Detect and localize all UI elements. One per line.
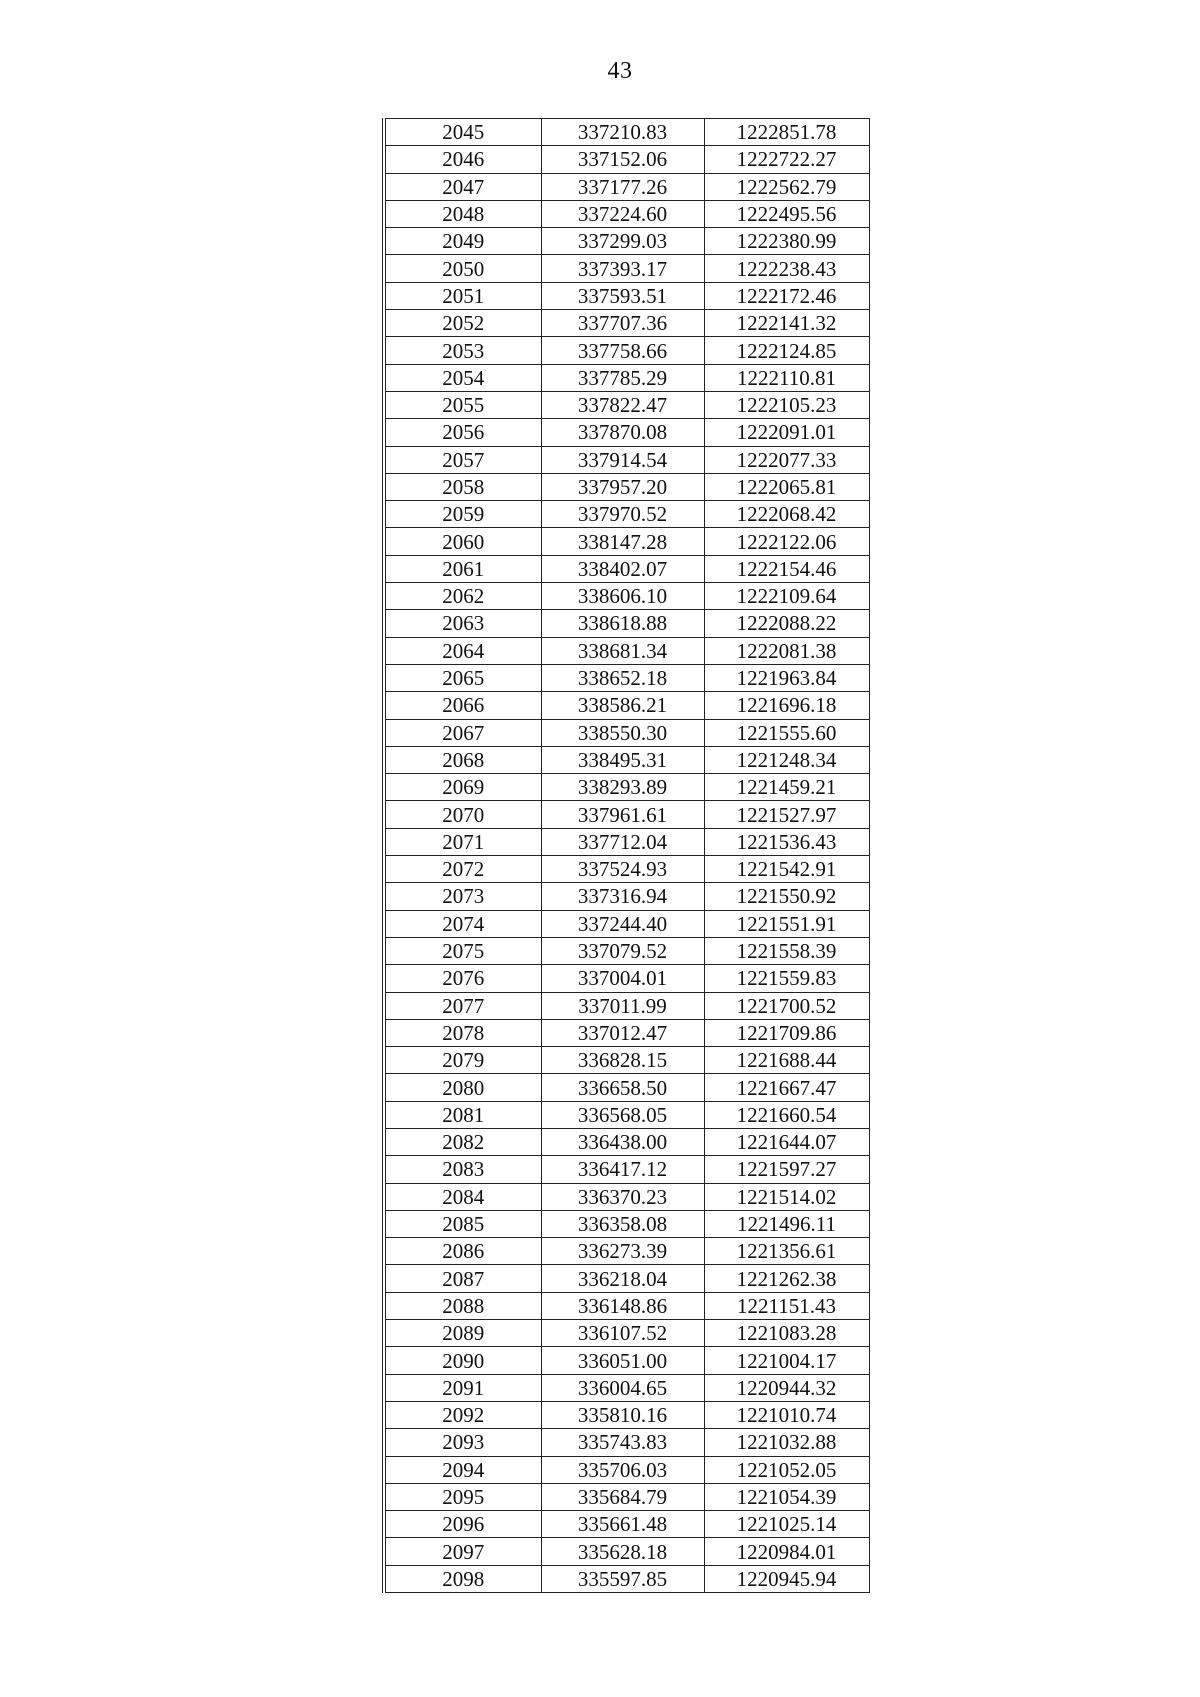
x-coordinate-cell: 336148.86 <box>541 1292 704 1319</box>
point-number-cell: 2048 <box>384 200 541 227</box>
x-coordinate-cell: 337593.51 <box>541 282 704 309</box>
x-coordinate-cell: 337970.52 <box>541 501 704 528</box>
x-coordinate-cell: 335628.18 <box>541 1538 704 1565</box>
table-row <box>384 1183 869 1210</box>
table-row <box>384 528 869 555</box>
y-coordinate-cell: 1221054.39 <box>704 1483 869 1510</box>
x-coordinate-cell: 337870.08 <box>541 419 704 446</box>
coordinates-table-body <box>384 119 869 1593</box>
point-number-cell: 2081 <box>384 1101 541 1128</box>
point-number-cell: 2080 <box>384 1074 541 1101</box>
table-row <box>384 419 869 446</box>
table-row <box>384 282 869 309</box>
y-coordinate-cell: 1222124.85 <box>704 337 869 364</box>
point-number-cell: 2073 <box>384 883 541 910</box>
point-number-cell: 2079 <box>384 1047 541 1074</box>
table-row <box>384 1538 869 1565</box>
x-coordinate-cell: 337822.47 <box>541 391 704 418</box>
table-row <box>384 637 869 664</box>
table-row <box>384 1292 869 1319</box>
y-coordinate-cell: 1220944.32 <box>704 1374 869 1401</box>
x-coordinate-cell: 335810.16 <box>541 1401 704 1428</box>
table-row <box>384 501 869 528</box>
point-number-cell: 2090 <box>384 1347 541 1374</box>
y-coordinate-cell: 1221555.60 <box>704 719 869 746</box>
y-coordinate-cell: 1222081.38 <box>704 637 869 664</box>
table-row <box>384 1347 869 1374</box>
table-row <box>384 1156 869 1183</box>
x-coordinate-cell: 337244.40 <box>541 910 704 937</box>
x-coordinate-cell: 337079.52 <box>541 937 704 964</box>
y-coordinate-cell: 1221527.97 <box>704 801 869 828</box>
point-number-cell: 2059 <box>384 501 541 528</box>
y-coordinate-cell: 1221688.44 <box>704 1047 869 1074</box>
x-coordinate-cell: 337011.99 <box>541 992 704 1019</box>
point-number-cell: 2075 <box>384 937 541 964</box>
x-coordinate-cell: 337012.47 <box>541 1019 704 1046</box>
table-row <box>384 200 869 227</box>
point-number-cell: 2067 <box>384 719 541 746</box>
y-coordinate-cell: 1221248.34 <box>704 746 869 773</box>
x-coordinate-cell: 335684.79 <box>541 1483 704 1510</box>
point-number-cell: 2096 <box>384 1511 541 1538</box>
table-row <box>384 1429 869 1456</box>
x-coordinate-cell: 338402.07 <box>541 555 704 582</box>
y-coordinate-cell: 1221356.61 <box>704 1238 869 1265</box>
table-row <box>384 610 869 637</box>
y-coordinate-cell: 1222380.99 <box>704 228 869 255</box>
y-coordinate-cell: 1221496.11 <box>704 1210 869 1237</box>
point-number-cell: 2074 <box>384 910 541 937</box>
point-number-cell: 2085 <box>384 1210 541 1237</box>
x-coordinate-cell: 338495.31 <box>541 746 704 773</box>
y-coordinate-cell: 1222122.06 <box>704 528 869 555</box>
table-row <box>384 692 869 719</box>
y-coordinate-cell: 1221559.83 <box>704 965 869 992</box>
point-number-cell: 2082 <box>384 1128 541 1155</box>
point-number-cell: 2094 <box>384 1456 541 1483</box>
x-coordinate-cell: 338550.30 <box>541 719 704 746</box>
point-number-cell: 2064 <box>384 637 541 664</box>
x-coordinate-cell: 336828.15 <box>541 1047 704 1074</box>
table-row <box>384 173 869 200</box>
x-coordinate-cell: 337712.04 <box>541 828 704 855</box>
y-coordinate-cell: 1221550.92 <box>704 883 869 910</box>
x-coordinate-cell: 336218.04 <box>541 1265 704 1292</box>
table-row <box>384 1019 869 1046</box>
y-coordinate-cell: 1222154.46 <box>704 555 869 582</box>
x-coordinate-cell: 337957.20 <box>541 473 704 500</box>
point-number-cell: 2069 <box>384 774 541 801</box>
point-number-cell: 2071 <box>384 828 541 855</box>
y-coordinate-cell: 1221558.39 <box>704 937 869 964</box>
table-row <box>384 1483 869 1510</box>
table-row <box>384 774 869 801</box>
point-number-cell: 2050 <box>384 255 541 282</box>
y-coordinate-cell: 1222562.79 <box>704 173 869 200</box>
x-coordinate-cell: 337785.29 <box>541 364 704 391</box>
table-row <box>384 1101 869 1128</box>
y-coordinate-cell: 1222172.46 <box>704 282 869 309</box>
table-row <box>384 1238 869 1265</box>
table-row <box>384 856 869 883</box>
table-row <box>384 364 869 391</box>
point-number-cell: 2049 <box>384 228 541 255</box>
table-row <box>384 473 869 500</box>
y-coordinate-cell: 1220945.94 <box>704 1565 869 1592</box>
table-row <box>384 255 869 282</box>
y-coordinate-cell: 1221262.38 <box>704 1265 869 1292</box>
x-coordinate-cell: 338618.88 <box>541 610 704 637</box>
y-coordinate-cell: 1222722.27 <box>704 146 869 173</box>
point-number-cell: 2047 <box>384 173 541 200</box>
x-coordinate-cell: 338586.21 <box>541 692 704 719</box>
y-coordinate-cell: 1221542.91 <box>704 856 869 883</box>
table-row <box>384 391 869 418</box>
table-row <box>384 965 869 992</box>
point-number-cell: 2053 <box>384 337 541 364</box>
table-row <box>384 828 869 855</box>
table-row <box>384 992 869 1019</box>
y-coordinate-cell: 1222109.64 <box>704 583 869 610</box>
point-number-cell: 2070 <box>384 801 541 828</box>
table-row <box>384 1401 869 1428</box>
point-number-cell: 2097 <box>384 1538 541 1565</box>
x-coordinate-cell: 338606.10 <box>541 583 704 610</box>
y-coordinate-cell: 1221597.27 <box>704 1156 869 1183</box>
table-row <box>384 664 869 691</box>
table-row <box>384 1565 869 1592</box>
y-coordinate-cell: 1221536.43 <box>704 828 869 855</box>
table-row <box>384 1047 869 1074</box>
x-coordinate-cell: 337224.60 <box>541 200 704 227</box>
x-coordinate-cell: 338147.28 <box>541 528 704 555</box>
table-row <box>384 1511 869 1538</box>
table-row <box>384 883 869 910</box>
table-row <box>384 1374 869 1401</box>
x-coordinate-cell: 337004.01 <box>541 965 704 992</box>
table-row <box>384 1210 869 1237</box>
x-coordinate-cell: 337524.93 <box>541 856 704 883</box>
x-coordinate-cell: 336417.12 <box>541 1156 704 1183</box>
x-coordinate-cell: 336658.50 <box>541 1074 704 1101</box>
point-number-cell: 2076 <box>384 965 541 992</box>
x-coordinate-cell: 337299.03 <box>541 228 704 255</box>
x-coordinate-cell: 336358.08 <box>541 1210 704 1237</box>
table-row <box>384 1265 869 1292</box>
table-row <box>384 446 869 473</box>
x-coordinate-cell: 335743.83 <box>541 1429 704 1456</box>
y-coordinate-cell: 1221963.84 <box>704 664 869 691</box>
x-coordinate-cell: 335661.48 <box>541 1511 704 1538</box>
table-row <box>384 555 869 582</box>
point-number-cell: 2072 <box>384 856 541 883</box>
y-coordinate-cell: 1221004.17 <box>704 1347 869 1374</box>
point-number-cell: 2066 <box>384 692 541 719</box>
point-number-cell: 2089 <box>384 1320 541 1347</box>
x-coordinate-cell: 335597.85 <box>541 1565 704 1592</box>
point-number-cell: 2057 <box>384 446 541 473</box>
point-number-cell: 2052 <box>384 310 541 337</box>
point-number-cell: 2061 <box>384 555 541 582</box>
page-number: 43 <box>607 58 633 84</box>
point-number-cell: 2083 <box>384 1156 541 1183</box>
coordinates-table <box>382 118 870 1593</box>
x-coordinate-cell: 337707.36 <box>541 310 704 337</box>
x-coordinate-cell: 336004.65 <box>541 1374 704 1401</box>
table-row <box>384 1456 869 1483</box>
x-coordinate-cell: 336438.00 <box>541 1128 704 1155</box>
y-coordinate-cell: 1222495.56 <box>704 200 869 227</box>
y-coordinate-cell: 1221151.43 <box>704 1292 869 1319</box>
table-row <box>384 719 869 746</box>
x-coordinate-cell: 336107.52 <box>541 1320 704 1347</box>
table-row <box>384 337 869 364</box>
x-coordinate-cell: 337961.61 <box>541 801 704 828</box>
y-coordinate-cell: 1221052.05 <box>704 1456 869 1483</box>
table-row <box>384 228 869 255</box>
point-number-cell: 2065 <box>384 664 541 691</box>
y-coordinate-cell: 1221660.54 <box>704 1101 869 1128</box>
y-coordinate-cell: 1222110.81 <box>704 364 869 391</box>
y-coordinate-cell: 1221032.88 <box>704 1429 869 1456</box>
x-coordinate-cell: 336370.23 <box>541 1183 704 1210</box>
x-coordinate-cell: 335706.03 <box>541 1456 704 1483</box>
table-row <box>384 583 869 610</box>
point-number-cell: 2051 <box>384 282 541 309</box>
x-coordinate-cell: 336568.05 <box>541 1101 704 1128</box>
point-number-cell: 2068 <box>384 746 541 773</box>
point-number-cell: 2095 <box>384 1483 541 1510</box>
point-number-cell: 2077 <box>384 992 541 1019</box>
table-row <box>384 310 869 337</box>
point-number-cell: 2058 <box>384 473 541 500</box>
y-coordinate-cell: 1222851.78 <box>704 119 869 146</box>
table-row <box>384 146 869 173</box>
point-number-cell: 2092 <box>384 1401 541 1428</box>
y-coordinate-cell: 1221010.74 <box>704 1401 869 1428</box>
y-coordinate-cell: 1221514.02 <box>704 1183 869 1210</box>
y-coordinate-cell: 1221709.86 <box>704 1019 869 1046</box>
point-number-cell: 2063 <box>384 610 541 637</box>
point-number-cell: 2056 <box>384 419 541 446</box>
point-number-cell: 2060 <box>384 528 541 555</box>
y-coordinate-cell: 1222105.23 <box>704 391 869 418</box>
x-coordinate-cell: 337316.94 <box>541 883 704 910</box>
table-row <box>384 910 869 937</box>
y-coordinate-cell: 1221667.47 <box>704 1074 869 1101</box>
point-number-cell: 2087 <box>384 1265 541 1292</box>
point-number-cell: 2088 <box>384 1292 541 1319</box>
point-number-cell: 2093 <box>384 1429 541 1456</box>
y-coordinate-cell: 1222238.43 <box>704 255 869 282</box>
y-coordinate-cell: 1221696.18 <box>704 692 869 719</box>
table-row <box>384 1074 869 1101</box>
table-row <box>384 801 869 828</box>
x-coordinate-cell: 338652.18 <box>541 664 704 691</box>
y-coordinate-cell: 1221083.28 <box>704 1320 869 1347</box>
table-row <box>384 1128 869 1155</box>
y-coordinate-cell: 1222088.22 <box>704 610 869 637</box>
y-coordinate-cell: 1222065.81 <box>704 473 869 500</box>
point-number-cell: 2054 <box>384 364 541 391</box>
x-coordinate-cell: 337758.66 <box>541 337 704 364</box>
table-row <box>384 937 869 964</box>
x-coordinate-cell: 337177.26 <box>541 173 704 200</box>
y-coordinate-cell: 1222077.33 <box>704 446 869 473</box>
point-number-cell: 2045 <box>384 119 541 146</box>
y-coordinate-cell: 1222068.42 <box>704 501 869 528</box>
y-coordinate-cell: 1221644.07 <box>704 1128 869 1155</box>
x-coordinate-cell: 338293.89 <box>541 774 704 801</box>
x-coordinate-cell: 337393.17 <box>541 255 704 282</box>
x-coordinate-cell: 337152.06 <box>541 146 704 173</box>
table-row <box>384 119 869 146</box>
y-coordinate-cell: 1222091.01 <box>704 419 869 446</box>
y-coordinate-cell: 1221551.91 <box>704 910 869 937</box>
point-number-cell: 2062 <box>384 583 541 610</box>
y-coordinate-cell: 1222141.32 <box>704 310 869 337</box>
table-row <box>384 746 869 773</box>
point-number-cell: 2084 <box>384 1183 541 1210</box>
point-number-cell: 2091 <box>384 1374 541 1401</box>
y-coordinate-cell: 1220984.01 <box>704 1538 869 1565</box>
y-coordinate-cell: 1221025.14 <box>704 1511 869 1538</box>
x-coordinate-cell: 337914.54 <box>541 446 704 473</box>
point-number-cell: 2055 <box>384 391 541 418</box>
x-coordinate-cell: 337210.83 <box>541 119 704 146</box>
point-number-cell: 2098 <box>384 1565 541 1592</box>
y-coordinate-cell: 1221459.21 <box>704 774 869 801</box>
x-coordinate-cell: 336051.00 <box>541 1347 704 1374</box>
point-number-cell: 2078 <box>384 1019 541 1046</box>
y-coordinate-cell: 1221700.52 <box>704 992 869 1019</box>
x-coordinate-cell: 336273.39 <box>541 1238 704 1265</box>
table-row <box>384 1320 869 1347</box>
x-coordinate-cell: 338681.34 <box>541 637 704 664</box>
point-number-cell: 2086 <box>384 1238 541 1265</box>
point-number-cell: 2046 <box>384 146 541 173</box>
